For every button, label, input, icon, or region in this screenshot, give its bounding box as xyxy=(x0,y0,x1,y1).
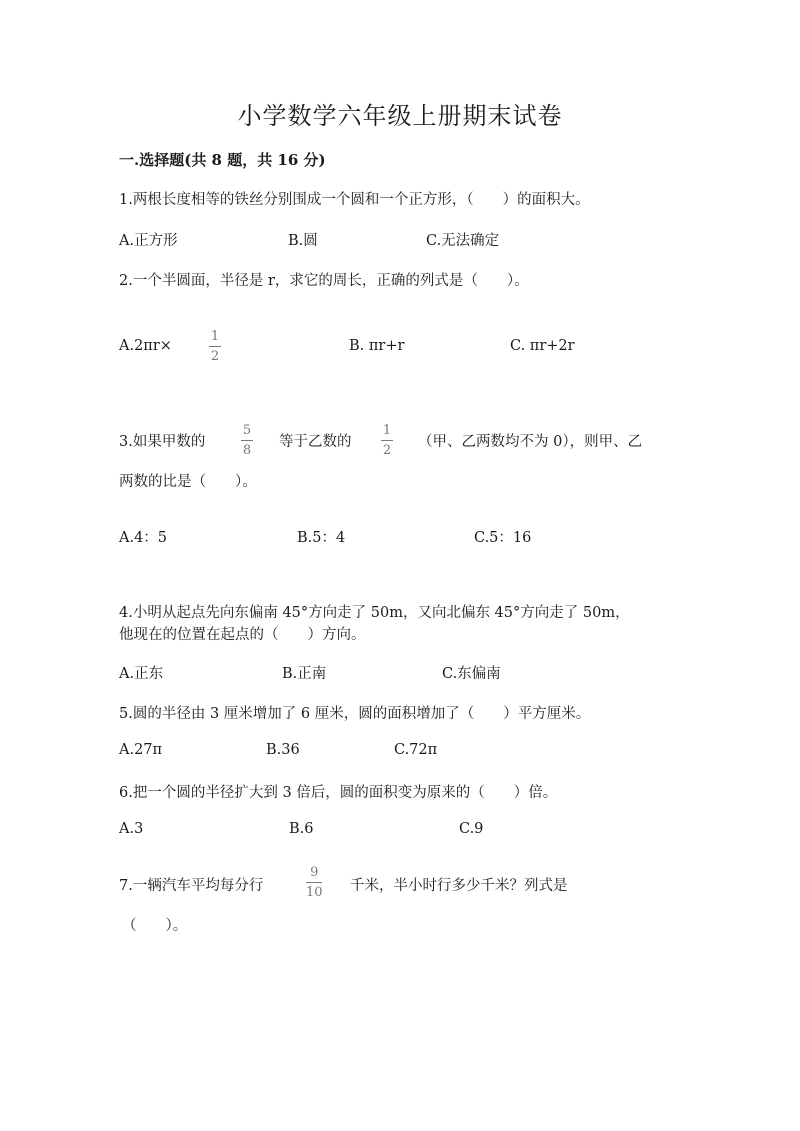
question-4-option-b[interactable]: B.正南 xyxy=(282,666,327,682)
question-2-text: 2.一个半圆面，半径是 r，求它的周长，正确的列式是（ ）。 xyxy=(119,273,529,289)
question-5-option-c[interactable]: C.72π xyxy=(394,742,438,758)
question-4-text: 4.小明从起点先向东偏南 45°方向走了 50m，又向北偏东 45°方向走了 50m， xyxy=(119,605,630,621)
question-3-text-line2: 两数的比是（ ）。 xyxy=(119,474,257,490)
question-6-option-a[interactable]: A.3 xyxy=(119,821,144,837)
question-2-option-c[interactable]: C. πr+2r xyxy=(510,338,575,354)
question-3-text-b: 等于乙数的 xyxy=(279,434,352,450)
question-1-text: 1.两根长度相等的铁丝分别围成一个圆和一个正方形，（ ）的面积大。 xyxy=(119,192,590,208)
question-3-fraction-1: 5 8 xyxy=(242,423,252,458)
question-3-option-b[interactable]: B.5：4 xyxy=(297,530,346,546)
question-6-option-c[interactable]: C.9 xyxy=(459,821,484,837)
section-heading: 一.选择题(共 8 题，共 16 分) xyxy=(119,151,326,169)
question-2-option-a[interactable]: A.2πr× xyxy=(119,338,172,354)
question-3-text-c: （甲、乙两数均不为 0），则甲、乙 xyxy=(418,434,643,450)
question-7-fraction: 9 10 xyxy=(306,865,323,900)
question-3-fraction-2: 1 2 xyxy=(382,423,392,458)
question-3-option-a[interactable]: A.4：5 xyxy=(119,530,168,546)
question-5-text: 5.圆的半径由 3 厘米增加了 6 厘米，圆的面积增加了（ ）平方厘米。 xyxy=(119,706,591,722)
question-6-option-b[interactable]: B.6 xyxy=(289,821,314,837)
question-7-text-line2: （ ）。 xyxy=(122,918,188,934)
question-1-option-c[interactable]: C.无法确定 xyxy=(426,233,500,249)
question-2-fraction: 1 2 xyxy=(210,329,220,364)
question-1-option-b[interactable]: B.圆 xyxy=(288,233,318,249)
page-title: 小学数学六年级上册期末试卷 xyxy=(237,102,563,130)
question-4-option-c[interactable]: C.东偏南 xyxy=(442,666,501,682)
question-3-text-a: 3.如果甲数的 xyxy=(119,434,206,450)
question-2-option-b[interactable]: B. πr+r xyxy=(349,338,405,354)
question-3-option-c[interactable]: C.5：16 xyxy=(474,530,532,546)
question-4-option-a[interactable]: A.正东 xyxy=(119,666,164,682)
question-7-text-b: 千米，半小时行多少千米？列式是 xyxy=(350,878,568,894)
question-5-option-a[interactable]: A.27π xyxy=(119,742,163,758)
question-7-text-a: 7.一辆汽车平均每分行 xyxy=(119,878,264,894)
question-4-text-line2: 他现在的位置在起点的（ ）方向。 xyxy=(119,627,366,643)
question-6-text: 6.把一个圆的半径扩大到 3 倍后，圆的面积变为原来的（ ）倍。 xyxy=(119,785,558,801)
question-5-option-b[interactable]: B.36 xyxy=(266,742,300,758)
question-1-option-a[interactable]: A.正方形 xyxy=(119,233,178,249)
